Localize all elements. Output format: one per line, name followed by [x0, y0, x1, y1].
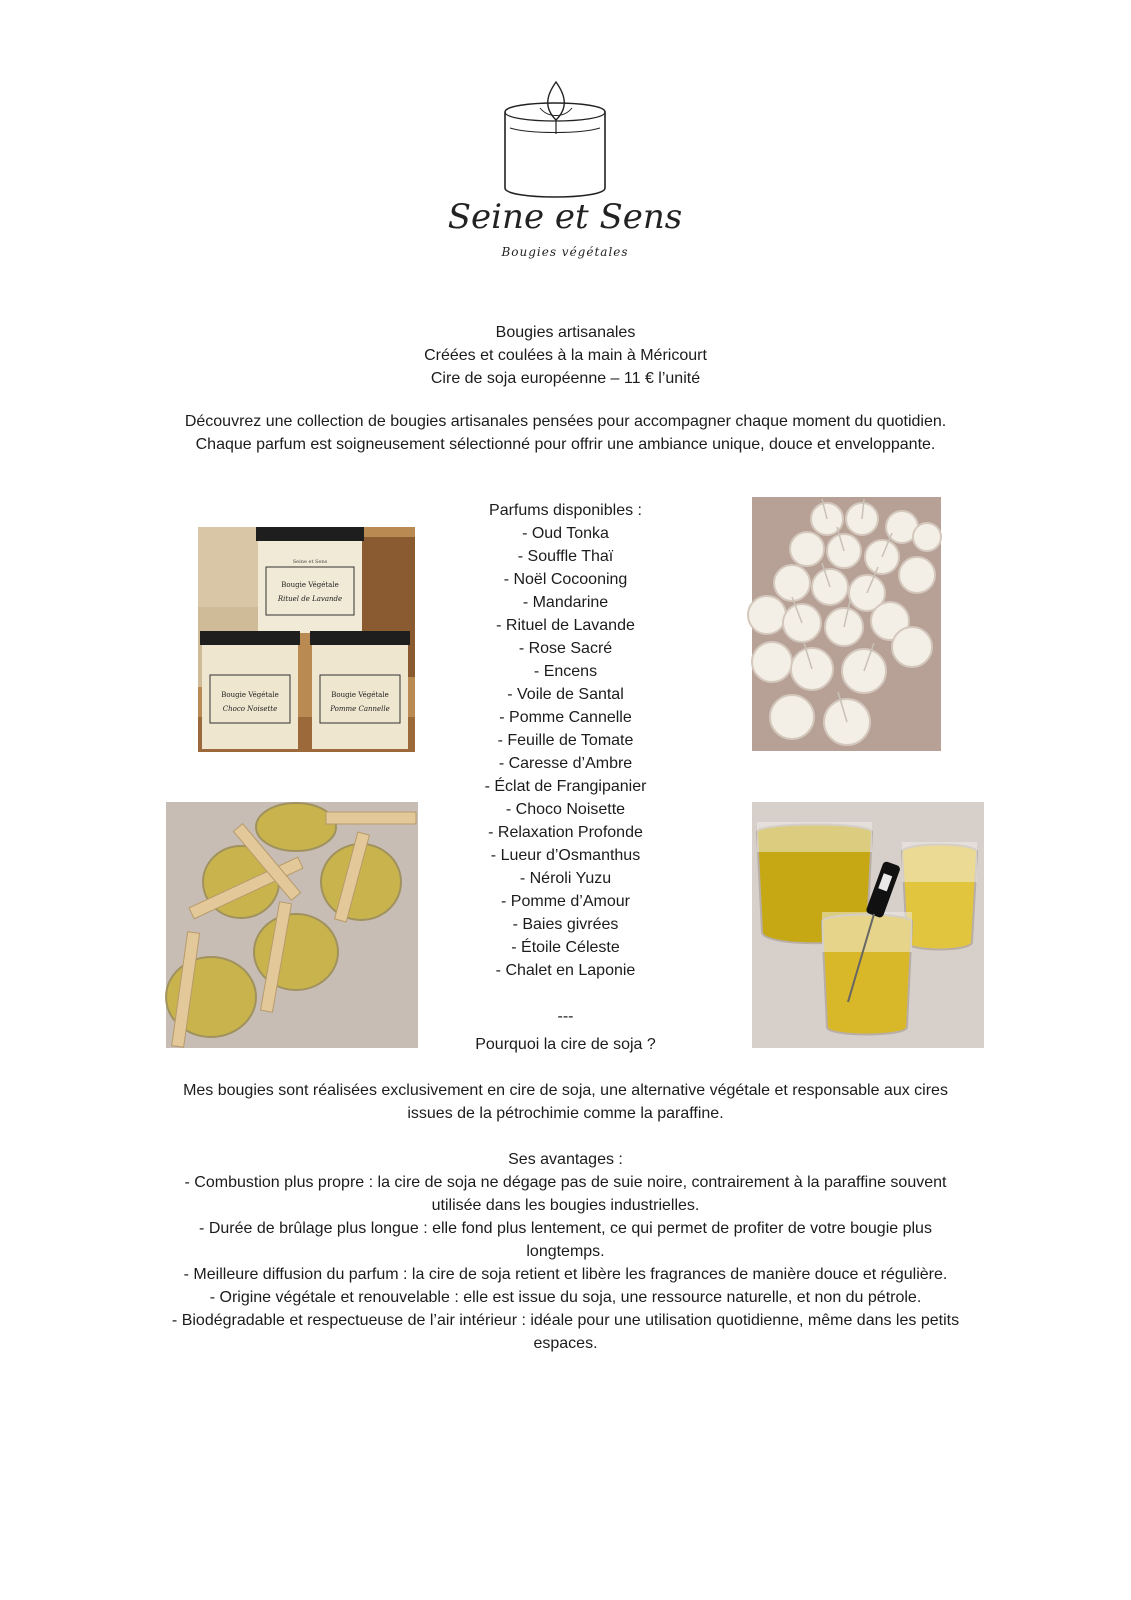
photo-wick-holders — [166, 802, 418, 1048]
photo-white-candles — [752, 497, 941, 751]
list-item: - Encens — [533, 663, 598, 680]
list-item: - Choco Noisette — [505, 801, 626, 818]
jar3-name: Pomme Cannelle — [330, 705, 390, 713]
separator: --- — [557, 1008, 574, 1025]
intro-made-by-hand: Créées et coulées à la main à Méricourt — [424, 347, 707, 364]
list-item: - Noël Cocooning — [503, 571, 628, 588]
jar1-brand: Seine et Sens — [292, 559, 328, 565]
list-item: - Combustion plus propre : la cire de soja ne dégage pas de suie noire, contrairement à la paraffine souvent utilisée dans les bougies industrielles. — [184, 1174, 947, 1214]
list-item: - Feuille de Tomate — [497, 732, 634, 749]
advantages-title: Ses avantages : — [508, 1151, 623, 1168]
white-candles-image — [752, 497, 941, 751]
brand-logo — [447, 78, 683, 268]
jar2-label: Bougie Végétale — [221, 691, 279, 699]
brand-name: Seine et Sens — [447, 197, 683, 237]
candle-logo-icon — [447, 78, 683, 268]
candle-jars-image — [198, 527, 415, 752]
soja-intro-block — [170, 1079, 961, 1125]
list-item: - Voile de Santal — [507, 686, 624, 703]
soja-title-block — [0, 1033, 1131, 1056]
list-item: - Pomme d’Amour — [501, 893, 630, 910]
list-item: - Baies givrées — [512, 916, 619, 933]
melted-wax-image — [752, 802, 984, 1048]
list-item: - Caresse d’Ambre — [498, 755, 633, 772]
list-item: - Meilleure diffusion du parfum : la cire de soja retient et libère les fragrances de manière douce et régulière. — [183, 1266, 948, 1283]
wick-holders-image — [166, 802, 418, 1048]
photo-stacked-jars — [198, 527, 415, 752]
list-item: - Biodégradable et respectueuse de l’air intérieur : idéale pour une utilisation quotidienne, même dans les petits espaces. — [171, 1312, 960, 1352]
jar2-name: Choco Noisette — [222, 705, 278, 713]
parfums-title: Parfums disponibles : — [489, 502, 642, 519]
list-item: - Souffle Thaï — [517, 548, 614, 565]
parfums-section — [425, 499, 706, 1028]
intro-price: Cire de soja européenne – 11 € l’unité — [430, 370, 701, 387]
list-item: - Rose Sacré — [518, 640, 613, 657]
list-item: - Pomme Cannelle — [499, 709, 632, 726]
brand-tagline: Bougies végétales — [501, 245, 629, 259]
advantages-section — [168, 1148, 963, 1355]
jar1-label: Bougie Végétale — [281, 581, 339, 589]
jar1-name: Rituel de Lavande — [277, 595, 343, 603]
list-item: - Durée de brûlage plus longue : elle fond plus lentement, ce qui permet de profiter de votre bougie plus longtemps. — [199, 1220, 932, 1260]
intro-description-block — [175, 410, 956, 456]
list-item: - Lueur d’Osmanthus — [490, 847, 641, 864]
list-item: - Néroli Yuzu — [519, 870, 612, 887]
list-item: - Mandarine — [522, 594, 609, 611]
list-item: - Rituel de Lavande — [496, 617, 635, 634]
parfums-list — [425, 522, 706, 982]
list-item: - Relaxation Profonde — [488, 824, 643, 841]
intro-title: Bougies artisanales — [495, 324, 636, 341]
advantages-list — [168, 1171, 963, 1355]
list-item: - Étoile Céleste — [511, 939, 620, 956]
soja-title: Pourquoi la cire de soja ? — [475, 1036, 656, 1053]
list-item: - Éclat de Frangipanier — [484, 778, 647, 795]
intro-section — [0, 321, 1131, 390]
photo-melted-wax — [752, 802, 984, 1048]
jar3-label: Bougie Végétale — [331, 691, 389, 699]
intro-description: Découvrez une collection de bougies artisanales pensées pour accompagner chaque moment du quotidien. Chaque parfum est soigneusement sélectionné pour offrir une ambiance unique, douce et enveloppante. — [184, 413, 947, 453]
list-item: - Oud Tonka — [522, 525, 609, 542]
list-item: - Origine végétale et renouvelable : elle est issue du soja, une ressource naturelle, et non du pétrole. — [209, 1289, 922, 1306]
soja-intro: Mes bougies sont réalisées exclusivement en cire de soja, une alternative végétale et responsable aux cires issues de la pétrochimie comme la paraffine. — [183, 1082, 948, 1122]
list-item: - Chalet en Laponie — [495, 962, 636, 979]
